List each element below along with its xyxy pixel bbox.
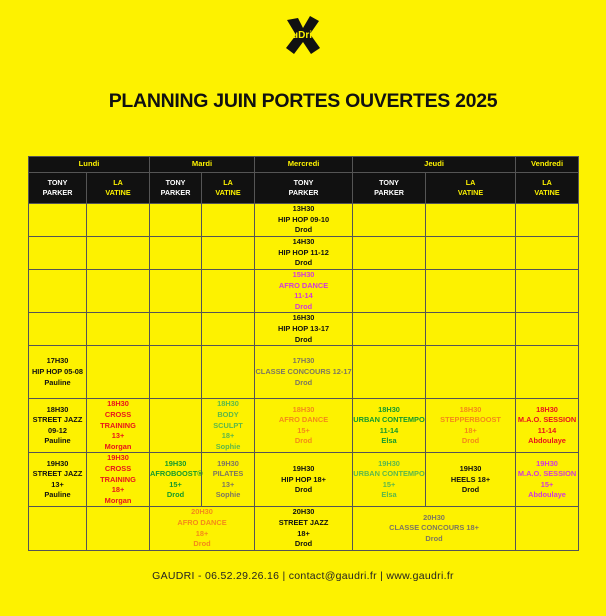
logo-text: uDri [292, 30, 312, 41]
venue-la-vatine: LA VATINE [516, 173, 579, 204]
class-cell: 14H30 HIP HOP 11-12 Drod [255, 237, 353, 270]
class-cell: 15H30 AFRO DANCE 11-14 Drod [255, 270, 353, 313]
day-vendredi: Vendredi [516, 157, 579, 173]
venue-la-vatine: LA VATINE [426, 173, 516, 204]
venue-la-vatine: LA VATINE [87, 173, 150, 204]
schedule-row [29, 204, 579, 237]
venue-tony-parker: TONY PARKER [150, 173, 202, 204]
day-mardi: Mardi [150, 157, 255, 173]
class-cell: 18H30 STEPPERBOOST 18+ Drod [426, 399, 516, 453]
class-cell: 18H30 URBAN CONTEMPO 11-14 Elsa [353, 399, 426, 453]
class-cell: 13H30 HIP HOP 09-10 Drod [255, 204, 353, 237]
class-cell: 19H30 AFROBOOST® 15+ Drod [150, 453, 202, 507]
class-cell: 19H30 STREET JAZZ 13+ Pauline [29, 453, 87, 507]
class-cell: 18H30 STREET JAZZ 09-12 Pauline [29, 399, 87, 453]
schedule-row [29, 346, 579, 399]
schedule-row [29, 507, 579, 550]
schedule-row [29, 399, 579, 453]
class-cell: 19H30 M.A.O. SESSION 15+ Abdoulaye [516, 453, 579, 507]
class-cell: 20H30 STREET JAZZ 18+ Drod [255, 507, 353, 550]
class-cell: 19H30 HIP HOP 18+ Drod [255, 453, 353, 507]
day-lundi: Lundi [29, 157, 150, 173]
venues-header-row [29, 173, 579, 204]
schedule-row [29, 270, 579, 313]
class-cell: 19H30 CROSS TRAINING 18+ Morgan [87, 453, 150, 507]
gaudri-logo [284, 14, 322, 56]
footer-contact: GAUDRI - 06.52.29.26.16 | contact@gaudri.fr | www.gaudri.fr [152, 570, 454, 582]
class-cell: 18H30 AFRO DANCE 15+ Drod [255, 399, 353, 453]
venue-tony-parker: TONY PARKER [255, 173, 353, 204]
class-cell: 17H30 HIP HOP 05-08 Pauline [29, 346, 87, 399]
schedule-row [29, 453, 579, 507]
class-cell: 20H30 CLASSE CONCOURS 18+ Drod [353, 507, 516, 550]
class-cell: 18H30 CROSS TRAINING 13+ Morgan [87, 399, 150, 453]
page-title: PLANNING JUIN PORTES OUVERTES 2025 [108, 90, 498, 112]
day-jeudi: Jeudi [353, 157, 516, 173]
class-cell: 20H30 AFRO DANCE 18+ Drod [150, 507, 255, 550]
schedule-row [29, 237, 579, 270]
schedule-table [28, 156, 579, 551]
class-cell: 19H30 URBAN CONTEMPO 15+ Elsa [353, 453, 426, 507]
class-cell: 16H30 HIP HOP 13-17 Drod [255, 313, 353, 346]
class-cell: 19H30 HEELS 18+ Drod [426, 453, 516, 507]
class-cell: 18H30 BODY SCULPT 18+ Sophie [202, 399, 255, 453]
venue-tony-parker: TONY PARKER [29, 173, 87, 204]
class-cell: 18H30 M.A.O. SESSION 11-14 Abdoulaye [516, 399, 579, 453]
day-mercredi: Mercredi [255, 157, 353, 173]
venue-la-vatine: LA VATINE [202, 173, 255, 204]
schedule-row [29, 313, 579, 346]
venue-tony-parker: TONY PARKER [353, 173, 426, 204]
class-cell: 19H30 PILATES 13+ Sophie [202, 453, 255, 507]
class-cell: 17H30 CLASSE CONCOURS 12-17 Drod [255, 346, 353, 399]
days-header-row [29, 157, 579, 173]
